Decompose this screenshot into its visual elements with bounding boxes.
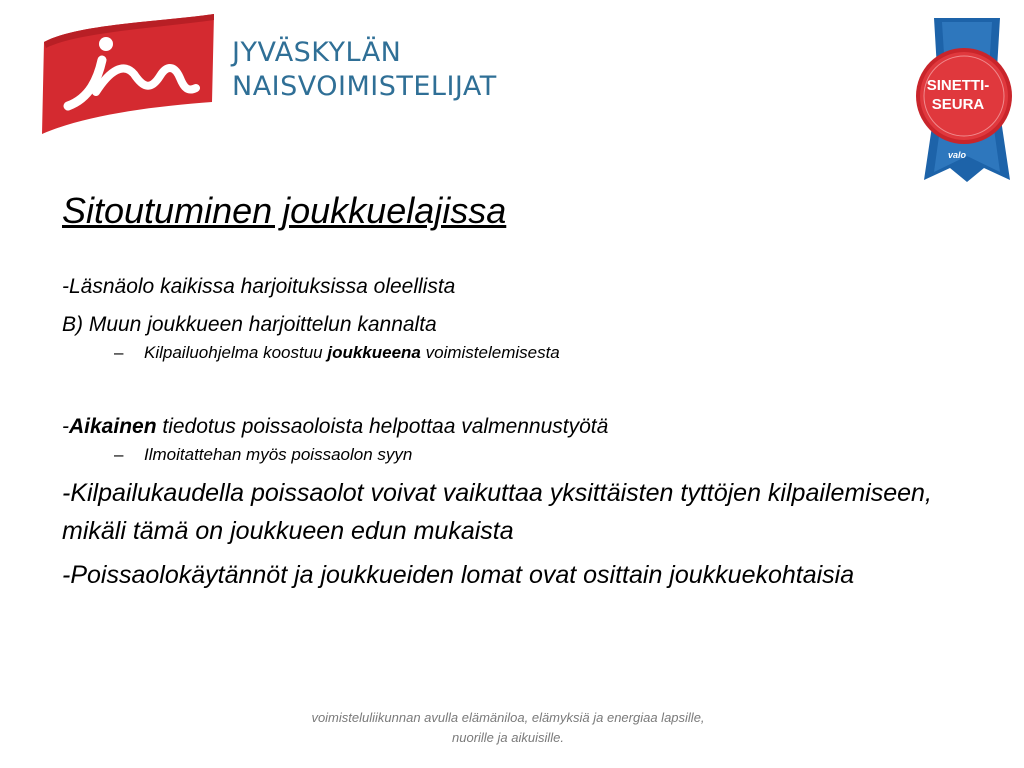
badge-label <box>922 76 994 114</box>
footer-line1: voimisteluliikunnan avulla elämäniloa, elämyksiä ja energiaa lapsille, <box>311 710 705 725</box>
org-name-line2: NAISVOIMISTELIJAT <box>232 71 497 102</box>
bullet-team-training: B) Muun joukkueen harjoittelun kannalta <box>62 313 437 336</box>
sub-bullet-program <box>62 340 942 366</box>
slide-title: Sitoutuminen joukkuelajissa <box>62 190 507 231</box>
sub-bullet-reason-text: Ilmoitattehan myös poissaolon syyn <box>144 445 413 464</box>
sub-bullet-reason <box>62 442 942 468</box>
footer-line2: nuorille ja aikuisille. <box>452 730 564 745</box>
footer-tagline <box>220 708 796 748</box>
bullet-early-notice <box>62 412 942 442</box>
jn-logo-icon <box>38 14 218 134</box>
org-name-line1: JYVÄSKYLÄN <box>232 37 402 68</box>
bullet-attendance: -Läsnäolo kaikissa harjoituksissa oleellista <box>62 275 456 298</box>
dash-marker: – <box>114 343 124 362</box>
sub-bullet-program-text: Kilpailuohjelma koostuu <box>144 343 328 362</box>
badge-line2: SEURA <box>931 96 985 113</box>
bullet-competition-season: -Kilpailukaudella poissaolot voivat vaikuttaa yksittäisten tyttöjen kilpailemiseen, mikäli tämä on joukkueen edun mukaista <box>62 479 932 545</box>
badge-sub-label: valo <box>948 150 967 160</box>
badge-line1: SINETTI- <box>926 77 990 94</box>
slide-content <box>62 272 942 594</box>
sub-bullet-program-bold: joukkueena <box>327 343 421 362</box>
bullet-prefix: - <box>62 415 69 438</box>
sub-bullet-program-end: voimistelemisesta <box>420 343 560 362</box>
bullet-absence-practices: -Poissaolokäytännöt ja joukkueiden lomat ovat osittain joukkuekohtaisia <box>62 561 855 589</box>
org-name <box>232 36 497 104</box>
dash-marker: – <box>114 445 124 464</box>
bullet-early-notice-text: tiedotus poissaoloista helpottaa valmennustyötä <box>156 415 609 438</box>
bullet-early-notice-bold: Aikainen <box>69 415 157 438</box>
